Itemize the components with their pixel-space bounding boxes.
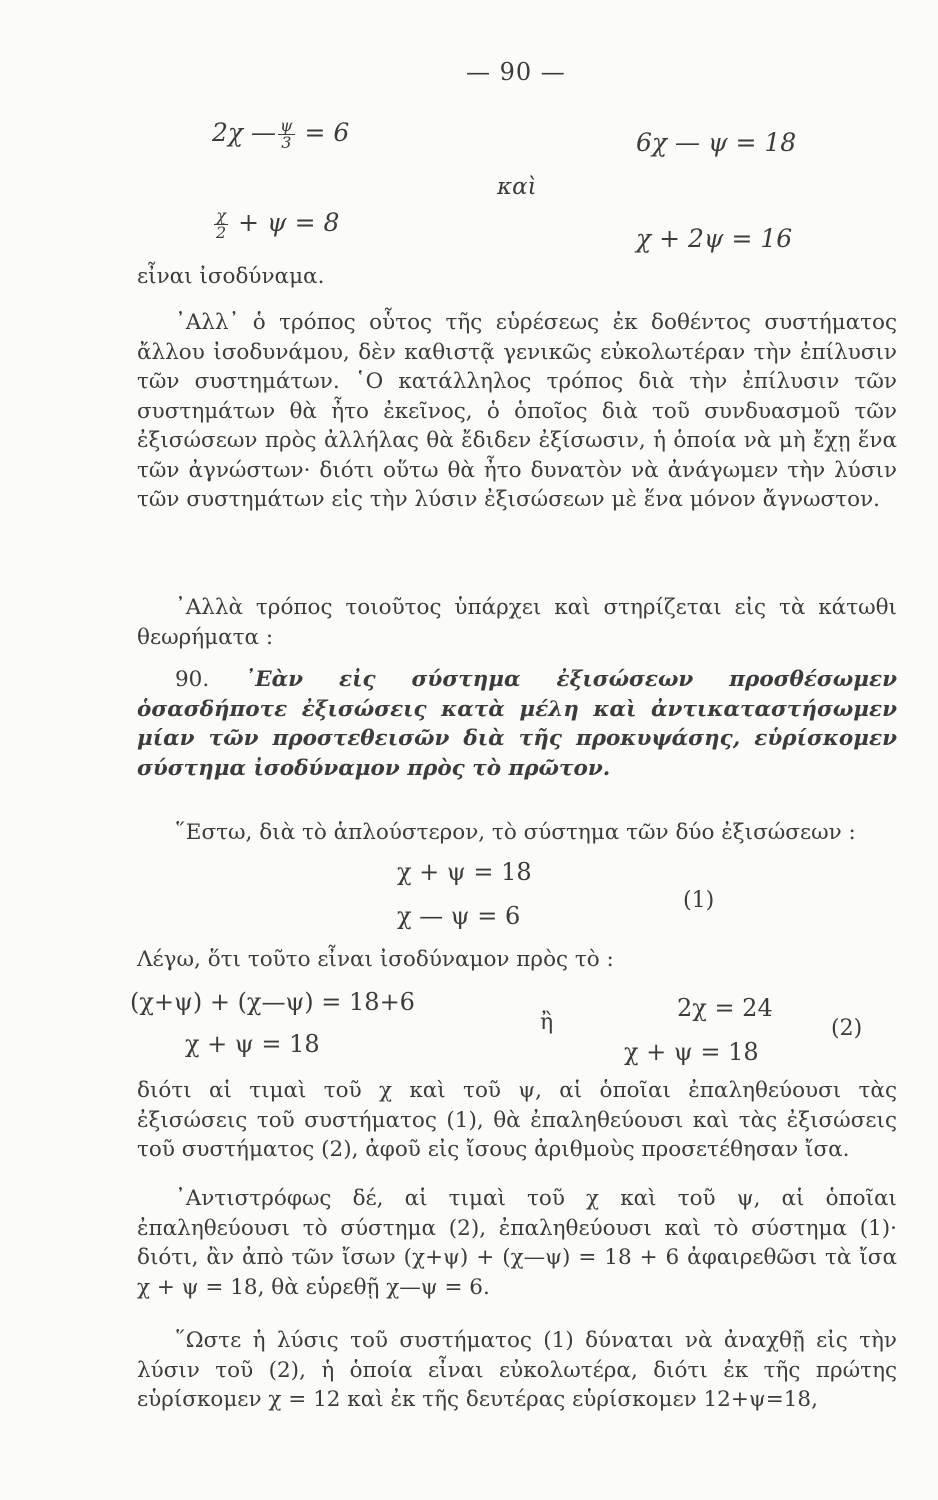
system1-eq2: χ — ψ = 6 xyxy=(397,902,521,930)
paragraph-method: ᾿Αλλ᾿ ὁ τρόπος οὗτος τῆς εὑρέσεως ἐκ δοθέντος συστήματος ἄλλου ἰσοδυνάμου, δὲν καθιστᾷ γενικῶς εὐκολωτέραν τὴν ἐπίλυσιν τῶν συστημάτων. ῾Ο κατάλληλος τρόπος διὰ τὴν ἐπίλυσιν τῶν συστημάτων θὰ ἦτο ἐκεῖνος, ὁ ὁποῖος διὰ τοῦ συνδυασμοῦ τῶν ἐξισώσεων πρὸς ἀλλήλας θὰ ἔδιδεν ἐξίσωσιν, ἡ ὁποία νὰ μὴ ἔχῃ ἕνα τῶν ἀγνώστων· διότι οὕτω θὰ ἦτο δυνατὸν νὰ ἀνάγωμεν τὴν λύσιν τῶν συστημάτων εἰς τὴν λύσιν ἐξισώσεων μὲ ἕνα μόνον ἄγνωστον. xyxy=(137,310,897,512)
system1-label: (1) xyxy=(683,888,715,913)
system-a-eq2-right: + ψ = 8 xyxy=(238,208,340,237)
system2-left-eq1: (χ+ψ) + (χ—ψ) = 18+6 xyxy=(130,988,415,1016)
system2-label: (2) xyxy=(831,1016,863,1041)
system-b-eq2: χ + 2ψ = 16 xyxy=(636,224,793,253)
system1-eq1: χ + ψ = 18 xyxy=(397,858,532,886)
system-a-eq1-left: 2χ — xyxy=(212,118,277,147)
paragraph-claim: Λέγω, ὅτι τοῦτο εἶναι ἰσοδύναμον πρὸς τὸ : xyxy=(137,947,614,972)
system2-left-eq2: χ + ψ = 18 xyxy=(185,1030,320,1058)
page-number: — 90 — xyxy=(466,58,566,86)
system-b-eq1: 6χ — ψ = 18 xyxy=(636,128,797,157)
system2-or: ἢ xyxy=(540,1010,554,1035)
fraction-chi-over-2 xyxy=(214,208,228,241)
system2-right-eq1: 2χ = 24 xyxy=(677,994,773,1022)
theorem-statement: ᾿Εὰν εἰς σύστημα ἐξισώσεων προσθέσωμεν ὁσασδήποτε ἐξισώσεις κατὰ μέλη καὶ ἀντικαταστήσωμεν μίαν τῶν προστεθεισῶν διὰ τῆς προκυψάσης, εὑρίσκομεν σύστημα ἰσοδύναμον πρὸς τὸ πρῶτον. xyxy=(137,667,897,781)
system2-right-eq2: χ + ψ = 18 xyxy=(624,1038,759,1066)
fraction-psi-over-3 xyxy=(278,118,295,151)
equivalent-line: εἶναι ἰσοδύναμα. xyxy=(137,264,325,289)
fraction-denominator: 3 xyxy=(281,133,292,152)
fraction-numerator: χ xyxy=(216,206,226,225)
theorem-90 xyxy=(137,665,897,783)
system-a-eq2 xyxy=(212,208,339,241)
paragraph-conclusion: ῞Ωστε ἡ λύσις τοῦ συστήματος (1) δύναται νὰ ἀναχθῇ εἰς τὴν λύσιν τοῦ (2), ἡ ὁποία εἶναι εὐκολωτέρα, διότι ἐκ τῆς πρώτης εὑρίσκομεν χ = 12 καὶ ἐκ τῆς δευτέρας εὑρίσκομεν 12+ψ=18, xyxy=(137,1328,897,1412)
conjunction-kai: καὶ xyxy=(497,174,537,200)
fraction-denominator: 2 xyxy=(216,223,227,242)
paragraph-theorems-intro: ᾿Αλλὰ τρόπος τοιοῦτος ὑπάρχει καὶ στηρίζεται εἰς τὰ κάτωθι θεωρήματα : xyxy=(137,595,897,650)
paragraph-proof-forward: διότι αἱ τιμαὶ τοῦ χ καὶ τοῦ ψ, αἱ ὁποῖαι ἐπαληθεύουσι τὰς ἐξισώσεις τοῦ συστήματος (1), θὰ ἐπαληθεύουσι καὶ τὰς ἐξισώσεις τοῦ συστήματος (2), ἀφοῦ εἰς ἴσους ἀριθμοὺς προσετέθησαν ἴσα. xyxy=(137,1078,897,1162)
fraction-numerator: ψ xyxy=(280,116,293,135)
system-a-eq1 xyxy=(212,118,349,151)
theorem-number: 90. xyxy=(175,667,210,692)
system-a-eq1-right: = 6 xyxy=(304,118,350,147)
paragraph-proof-converse: ᾿Αντιστρόφως δέ, αἱ τιμαὶ τοῦ χ καὶ τοῦ ψ, αἱ ὁποῖαι ἐπαληθεύουσι τὸ σύστημα (2), ἐπαληθεύουσι καὶ τὸ σύστημα (1)· διότι, ἂν ἀπὸ τῶν ἴσων (χ+ψ) + (χ—ψ) = 18 + 6 ἀφαιρεθῶσι τὰ ἴσα χ + ψ = 18, θὰ εὑρεθῇ χ—ψ = 6. xyxy=(137,1186,897,1300)
paragraph-let: ῞Εστω, διὰ τὸ ἁπλούστερον, τὸ σύστημα τῶν δύο ἐξισώσεων : xyxy=(175,820,856,845)
